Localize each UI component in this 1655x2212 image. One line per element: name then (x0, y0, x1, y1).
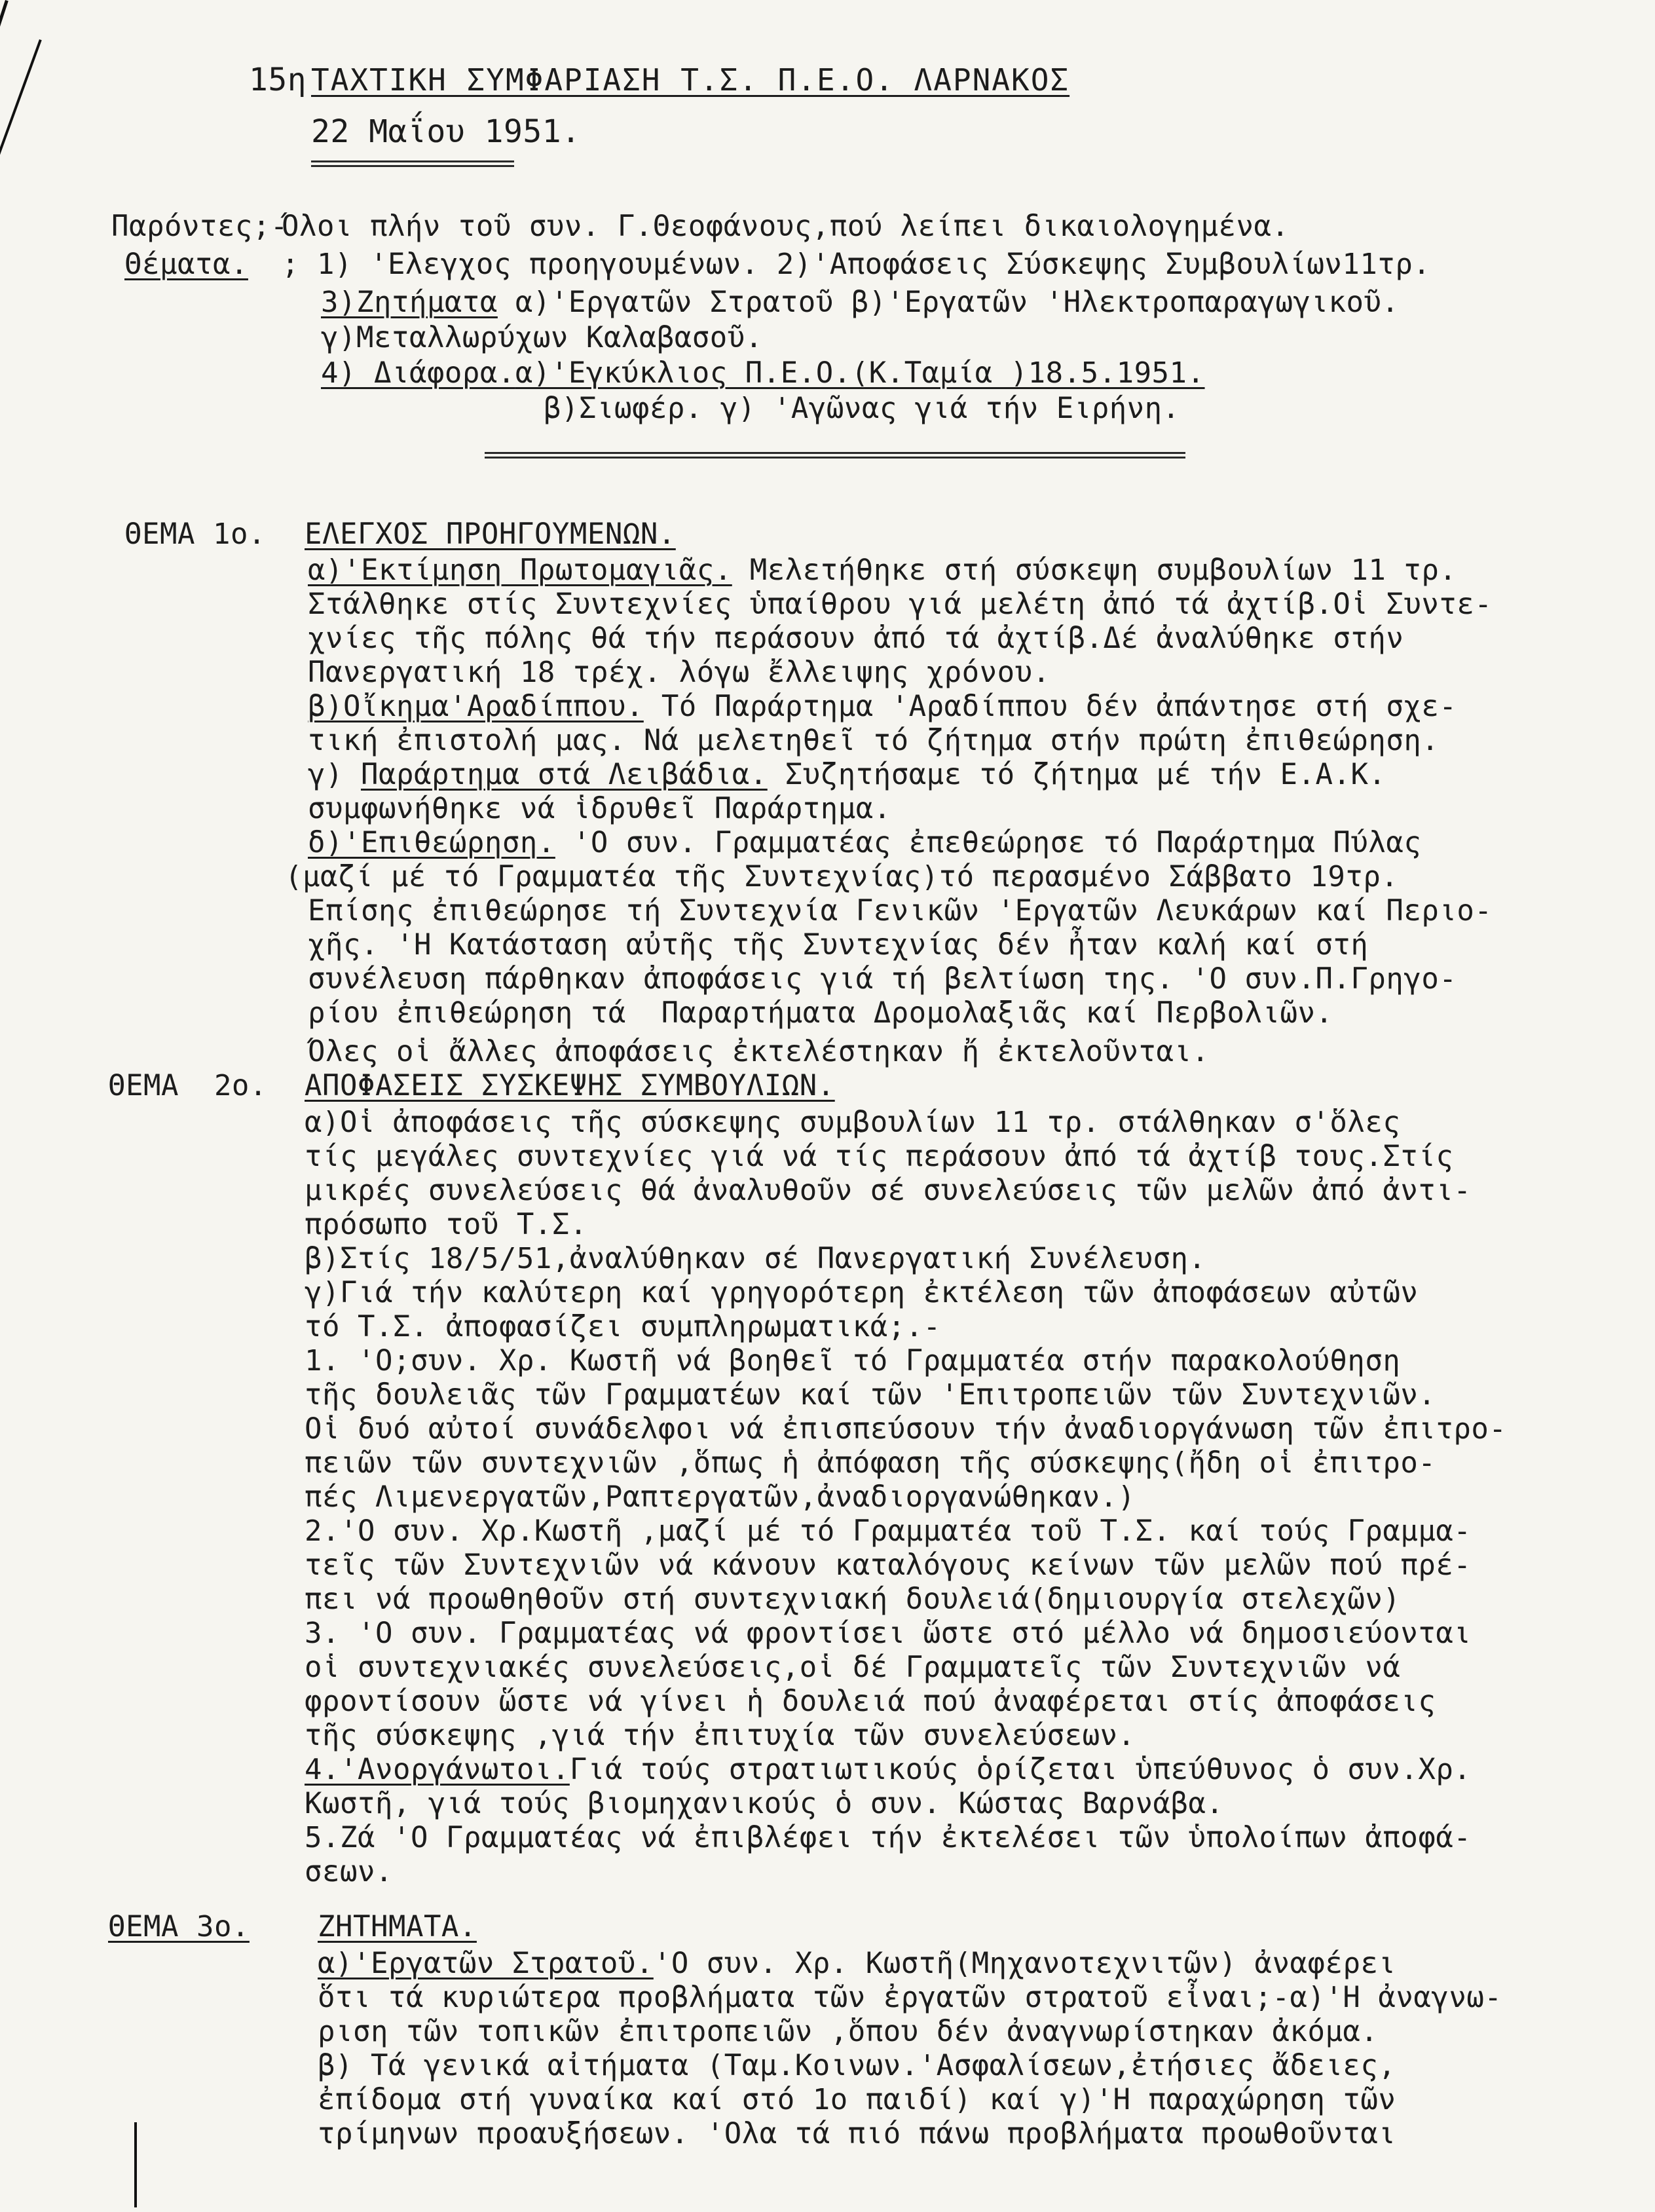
theme-2-line: 3. 'Ο συν. Γραμματέας νά φροντίσει ὥστε στό μέλλο νά δημοσιεύονται (305, 1617, 1472, 1650)
theme-3-line: β) Τά γενικά αἰτήματα (Ταμ.Κοινων.'Ασφαλίσεων,ἐτήσιες ἄδειες, (318, 2049, 1396, 2082)
subitem-label: α)'Εκτίμηση Πρωτομαγιᾶς. (308, 553, 732, 587)
theme-2-text: Γιά τούς στρατιωτικούς ὁρίζεται ὑπεύθυνος ὁ συν.Χρ. (569, 1753, 1472, 1786)
theme-1-line: χῆς. 'Η Κατάσταση αὐτῆς τῆς Συντεχνίας δέν ἦταν καλή καί στή (308, 928, 1369, 962)
subitem-label: α)'Εργατῶν Στρατοῦ. (318, 1947, 654, 1980)
theme-2-line: τεῖς τῶν Συντεχνιῶν νά κάνουν καταλόγους κείνων τῶν μελῶν πού πρέ- (305, 1548, 1472, 1582)
theme-3-line: ἐπίδομα στή γυναίκα καί στό 1ο παιδί) καί γ)'Η παραχώρηση τῶν (318, 2083, 1396, 2116)
theme-1-text: 'Ο συν. Γραμματέας ἐπεθεώρησε τό Παράρτημα Πύλας (555, 826, 1422, 859)
theme-2-line: πρόσωπο τοῦ Τ.Σ. (305, 1208, 587, 1241)
theme-3-label: ΘΕΜΑ 3ο. (108, 1910, 250, 1943)
theme-2-line: γ)Γιά τήν καλύτερη καί γρηγορότερη ἐκτέλεση τῶν ἀποφάσεων αὐτῶν (305, 1276, 1419, 1309)
section-divider (485, 452, 1185, 459)
theme-3-line: τρίμηνων προαυξήσεων. 'Ολα τά πιό πάνω προβλήματα προωθοῦνται (318, 2117, 1396, 2150)
theme-2-line: σεων. (305, 1855, 393, 1888)
theme-3-line: ριση τῶν τοπικῶν ἐπιτροπειῶν ,ὅπου δέν ἀναγνωρίστηκαν ἀκόμα. (318, 2015, 1379, 2048)
theme-2-line: τό Τ.Σ. ἀποφασίζει συμπληρωματικά;.- (305, 1310, 941, 1343)
margin-stroke (0, 39, 42, 176)
theme-1-line (308, 826, 1421, 860)
theme-2-line: Κωστῆ, γιά τούς βιομηχανικούς ὁ συν. Κώστας Βαρνάβα. (305, 1787, 1224, 1820)
theme-1-line (308, 553, 1457, 588)
agenda-line-4 (321, 356, 1205, 390)
agenda-line-3: γ)Μεταλλωρύχων Καλαβασοῦ. (321, 321, 763, 354)
subitem-label: β)Οἴκημα'Αραδίππου. (308, 690, 644, 723)
theme-1-line: Πανεργατική 18 τρέχ. λόγω ἔλλειψης χρόνου. (308, 656, 1051, 689)
theme-1-line: συμφωνήθηκε νά ἱδρυθεῖ Παράρτημα. (308, 792, 891, 825)
theme-2-line: τῆς σύσκεψης ,γιά τήν ἐπιτυχία τῶν συνελεύσεων. (305, 1719, 1136, 1752)
theme-2-line: τῆς δουλειᾶς τῶν Γραμματέων καί τῶν 'Επιτροπειῶν τῶν Συντεχνιῶν. (305, 1378, 1436, 1412)
agenda-text: α)'Εγκύκλιος Π.Ε.Ο.(Κ.Ταμία )18.5.1951. (515, 356, 1205, 390)
theme-3-title: ΖΗΤΗΜΑΤΑ. (318, 1910, 477, 1943)
agenda-label: Θέματα. (124, 248, 248, 281)
theme-2-line: πειῶν τῶν συντεχνιῶν ,ὅπως ἡ ἀπόφαση τῆς σύσκεψης(ἤδη οἱ ἐπιτρο- (305, 1446, 1436, 1480)
agenda-line-5: β)Σιωφέρ. γ) 'Αγῶνας γιά τήν Ειρήνη. (544, 392, 1180, 425)
agenda-text: 1) 'Ελεγχος προηγουμένων. 2)'Αποφάσεις Σύσκεψης Συμβουλίων11τρ. (316, 248, 1431, 281)
theme-1-line: Στάλθηκε στίς Συντεχνίες ὑπαίθρου γιά μελέτη ἀπό τά ἀχτίβ.Οἱ Συντε- (308, 588, 1493, 621)
theme-2-line: τίς μεγάλες συντεχνίες γιά νά τίς περάσουν ἀπό τά ἀχτίβ τους.Στίς (305, 1140, 1454, 1173)
theme-2-line: Οἱ δυό αὐτοί συνάδελφοι νά ἐπισπεύσουν τήν ἀναδιοργάνωση τῶν ἐπιτρο- (305, 1412, 1507, 1446)
diafora-label: 4) Διάφορα. (321, 356, 515, 390)
theme-1-line: συνέλευση πάρθηκαν ἀποφάσεις γιά τή βελτίωση της. 'Ο συν.Π.Γρηγο- (308, 962, 1457, 996)
title-number: 15η (249, 62, 307, 98)
theme-2-title: ΑΠΟΦΑΣΕΙΣ ΣΥΣΚΕΨΗΣ ΣΥΜΒΟΥΛΙΩΝ. (305, 1069, 835, 1102)
theme-2-label: ΘΕΜΑ 2ο. (108, 1069, 267, 1102)
theme-2-line: πές Λιμενεργατῶν,Ραπτεργατῶν,ἀναδιοργανώθηκαν.) (305, 1480, 1136, 1514)
theme-1-line: τική ἐπιστολή μας. Νά μελετηθεῖ τό ζήτημα στήν πρώτη ἐπιθεώρηση. (308, 724, 1440, 757)
theme-2-line: φροντίσουν ὥστε νά γίνει ἡ δουλειά πού ἀναφέρεται στίς ἀποφάσεις (305, 1685, 1436, 1718)
theme-2-line: πει νά προωθηθοῦν στή συντεχνιακή δουλειά(δημιουργία στελεχῶν) (305, 1583, 1401, 1616)
subitem-label: 4.'Ανοργάνωτοι. (305, 1753, 570, 1786)
theme-1-text: Μελετήθηκε στή σύσκεψη συμβουλίων 11 τρ. (732, 553, 1457, 587)
theme-2-line: 1. 'Ο;συν. Χρ. Κωστῆ νά βοηθεῖ τό Γραμματέα στήν παρακολούθηση (305, 1344, 1401, 1378)
theme-2-line: οἱ συντεχνιακές συνελεύσεις,οἱ δέ Γραμματεῖς τῶν Συντεχνιῶν νά (305, 1651, 1401, 1684)
zitimata-label: 3)Ζητήματα (321, 286, 498, 319)
theme-3-text: 'Ο συν. Χρ. Κωστῆ(Μηχανοτεχνιτῶν) ἀναφέρει (653, 1947, 1396, 1980)
theme-1-text: γ) (308, 758, 361, 791)
theme-1-line: χνίες τῆς πόλης θά τήν περάσουν ἀπό τά ἀχτίβ.Δέ ἀναλύθηκε στήν (308, 622, 1404, 655)
theme-2-line: β)Στίς 18/5/51,ἀναλύθηκαν σέ Πανεργατική Συνέλευση. (305, 1242, 1206, 1275)
theme-1-line: Όλες οἱ ἄλλες ἀποφάσεις ἐκτελέστηκαν ἤ ἐκτελοῦνται. (308, 1035, 1210, 1068)
theme-1-line: ρίου ἐπιθεώρηση τά Παραρτήματα Δρομολαξιᾶς καί Περβολιῶν. (308, 996, 1333, 1030)
theme-1-line (308, 690, 1457, 724)
theme-3-line (318, 1947, 1396, 1981)
theme-2-line: μικρές συνελεύσεις θά ἀναλυθοῦν σέ συνελεύσεις τῶν μελῶν ἀπό ἀντι- (305, 1174, 1472, 1207)
subitem-label: δ)'Επιθεώρηση. (308, 826, 555, 859)
theme-2-line: α)Οἱ ἀποφάσεις τῆς σύσκεψης συμβουλίων 11 τρ. στάλθηκαν σ'ὅλες (305, 1106, 1401, 1139)
meeting-date: 22 Μαΐου 1951. (311, 113, 581, 150)
agenda-line-1: ; 1) 'Ελεγχος προηγουμένων. 2)'Αποφάσεις Σύσκεψης Συμβουλίων11τρ. (282, 248, 1431, 281)
attendance-label: Παρόντες;- (111, 210, 288, 243)
subitem-label: Παράρτημα στά Λειβάδια. (360, 758, 768, 791)
theme-1-title: ΕΛΕΓΧΟΣ ΠΡΟΗΓΟΥΜΕΝΩΝ. (305, 517, 676, 551)
agenda-line-2 (321, 286, 1399, 320)
margin-stroke (0, 0, 9, 76)
theme-1-line (308, 758, 1386, 792)
theme-1-text: Τό Παράρτημα 'Αραδίππου δέν ἀπάντησε στή σχε- (643, 690, 1457, 723)
theme-1-line: Επίσης ἐπιθεώρησε τή Συντεχνία Γενικῶν 'Εργατῶν Λευκάρων καί Περιο- (308, 894, 1493, 928)
date-underline (311, 160, 514, 167)
attendance-text: Όλοι πλήν τοῦ συν. Γ.Θεοφάνους,πού λείπει δικαιολογημένα. (282, 210, 1290, 243)
theme-2-line (305, 1753, 1471, 1787)
theme-2-line: 5.Ζά 'Ο Γραμματέας νά ἐπιβλέφει τήν ἐκτελέσει τῶν ὑπολοίπων ἀποφά- (305, 1821, 1472, 1854)
margin-stroke (134, 2122, 137, 2207)
theme-1-line: (μαζί μέ τό Γραμματέα τῆς Συντεχνίας)τό περασμένο Σάββατο 19τρ. (285, 860, 1399, 893)
theme-3-line: ὅτι τά κυριώτερα προβλήματα τῶν ἐργατῶν στρατοῦ εἶναι;-α)'Η ἀναγνω- (318, 1981, 1502, 2014)
theme-2-line: 2.'Ο συν. Χρ.Κωστῆ ,μαζί μέ τό Γραμματέα τοῦ Τ.Σ. καί τούς Γραμμα- (305, 1514, 1472, 1548)
agenda-text: α)'Εργατῶν Στρατοῦ β)'Εργατῶν 'Ηλεκτροπαραγωγικοῦ. (515, 286, 1400, 319)
theme-1-text: Συζητήσαμε τό ζήτημα μέ τήν Ε.Α.Κ. (767, 758, 1386, 791)
page-title: ΤΑΧΤΙΚΗ ΣΥΜΦΑΡΙΑΣΗ Τ.Σ. Π.Ε.Ο. ΛΑΡΝΑΚΟΣ (311, 62, 1070, 98)
theme-1-label: ΘΕΜΑ 1ο. (124, 517, 266, 551)
